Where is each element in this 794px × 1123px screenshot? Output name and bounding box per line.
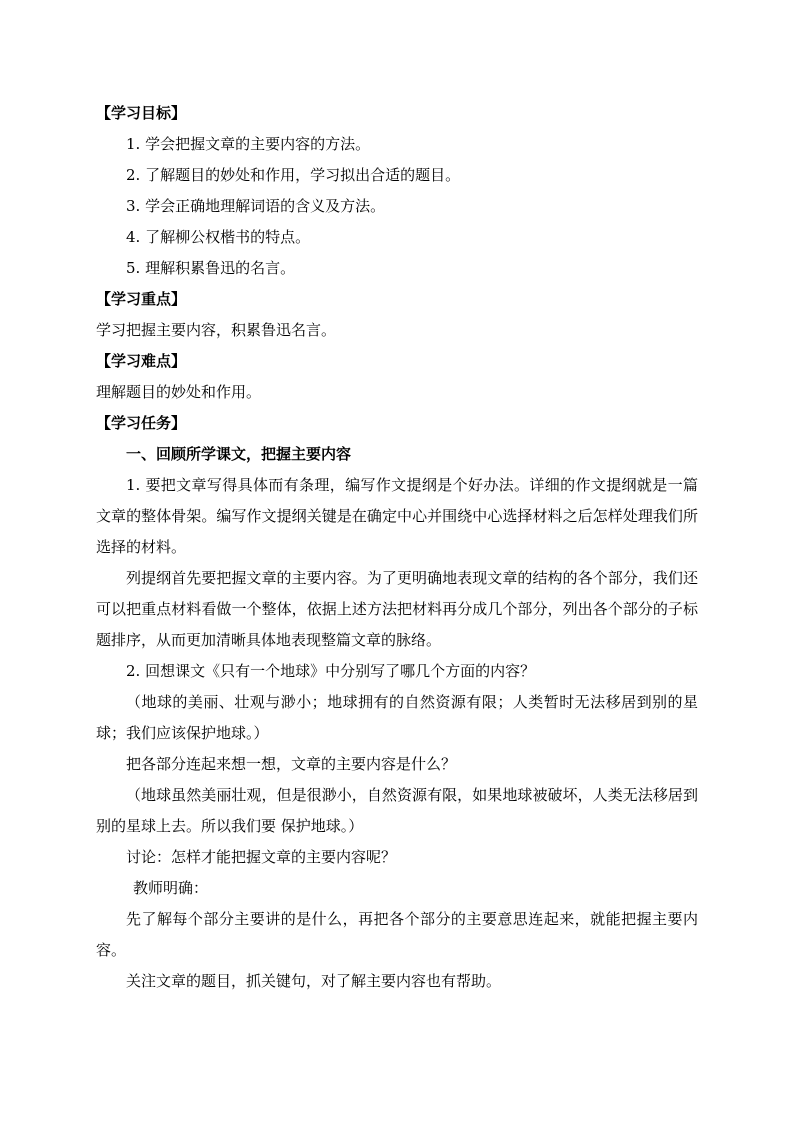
answer-main-content: （地球虽然美丽壮观，但是很渺小，自然资源有限，如果地球被破坏，人类无法移居到别的星球上去。所以我们要 保护地球。） <box>96 786 698 835</box>
answer-recall: （地球的美丽、壮观与渺小；地球拥有的自然资源有限；人类暂时无法移居到别的星球；我们应该保护地球。） <box>96 693 698 742</box>
objective-item-2: 2. 了解题目的妙处和作用，学习拟出合适的题目。 <box>126 166 461 184</box>
question-main-content: 把各部分连起来想一想，文章的主要内容是什么？ <box>126 755 457 773</box>
tasks-heading: 【学习任务】 <box>96 414 187 432</box>
difficulties-text: 理解题目的妙处和作用。 <box>96 383 262 401</box>
key-points-heading: 【学习重点】 <box>96 290 187 308</box>
objective-item-4: 4. 了解柳公权楷书的特点。 <box>126 228 311 246</box>
objective-item-3: 3. 学会正确地理解词语的含义及方法。 <box>126 197 386 215</box>
document-page <box>96 98 698 997</box>
objectives-heading: 【学习目标】 <box>96 104 187 122</box>
paragraph-outline-intro: 1. 要把文章写得具体而有条理，编写作文提纲是个好办法。详细的作文提纲就是一篇文章的整体骨架。编写作文提纲关键是在确定中心并围绕中心选择材料之后怎样处理我们所选择的材料。 <box>96 476 698 556</box>
objective-item-5: 5. 理解积累鲁迅的名言。 <box>126 259 296 277</box>
paragraph-outline-detail: 列提纲首先要把握文章的主要内容。为了更明确地表现文章的结构的各个部分，我们还可以把重点材料看做一个整体，依据上述方法把材料再分成几个部分，列出各个部分的子标题排序，从而更加清晰具体地表现整篇文章的脉络。 <box>96 569 698 649</box>
objective-item-1: 1. 学会把握文章的主要内容的方法。 <box>126 135 371 153</box>
discussion-question: 讨论：怎样才能把握文章的主要内容呢？ <box>126 848 397 866</box>
question-recall: 2. 回想课文《只有一个地球》中分别写了哪几个方面的内容？ <box>126 662 536 680</box>
teacher-clarification-label: 教师明确： <box>133 879 209 897</box>
teacher-clarification-1: 先了解每个部分主要讲的是什么，再把各个部分的主要意思连起来，就能把握主要内容。 <box>96 910 698 959</box>
difficulties-heading: 【学习难点】 <box>96 352 187 370</box>
section-heading-1: 一、回顾所学课文，把握主要内容 <box>126 445 352 463</box>
key-points-text: 学习把握主要内容，积累鲁迅名言。 <box>96 321 337 339</box>
teacher-clarification-2: 关注文章的题目，抓关键句，对了解主要内容也有帮助。 <box>126 972 502 990</box>
